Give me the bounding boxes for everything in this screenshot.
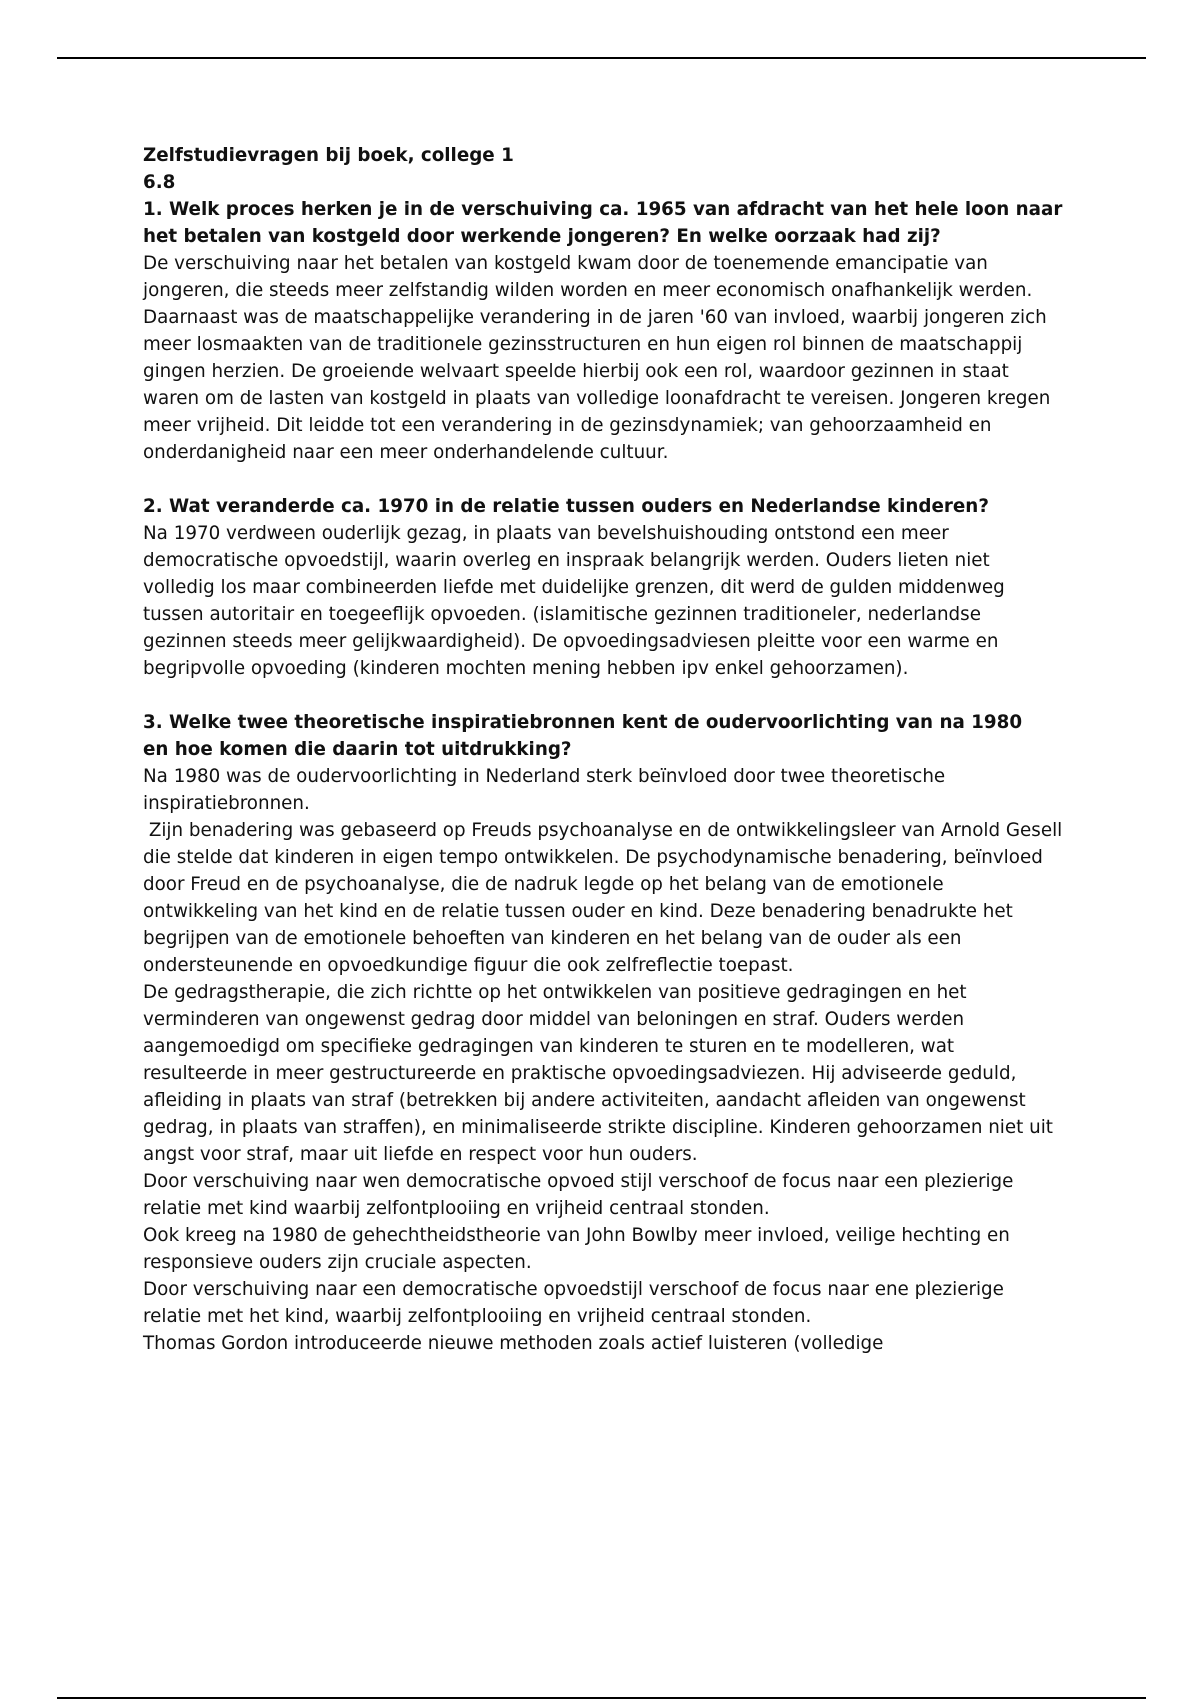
- answer-3-paragraph-4: Door verschuiving naar wen democratische opvoed stijl verschoof de focus naar een plezierige relatie met kind waarbij zelfontplooiing en vrijheid centraal stonden.: [143, 1171, 1014, 1219]
- footer-rule: [57, 1697, 1146, 1699]
- document-title: Zelfstudievragen bij boek, college 1: [143, 145, 514, 166]
- question-2: 2. Wat veranderde ca. 1970 in de relatie tussen ouders en Nederlandse kinderen?: [143, 496, 989, 517]
- answer-3-paragraph-1: Na 1980 was de oudervoorlichting in Nederland sterk beïnvloed door twee theoretische inspiratiebronnen.: [143, 766, 946, 814]
- answer-2: Na 1970 verdween ouderlijk gezag, in plaats van bevelshuishouding ontstond een meer democratische opvoedstijl, waarin overleg en inspraak belangrijk werden. Ouders lieten niet volledig los maar combineerden liefde met duidelijke grenzen, dit werd de gulden middenweg tussen autoritair en toegeeflijk opvoeden. (islamitische gezinnen traditioneler, nederlandse gezinnen steeds meer gelijkwaardigheid). De opvoedingsadviesen pleitte voor een warme en begripvolle opvoeding (kinderen mochten mening hebben ipv enkel gehoorzamen).: [143, 523, 1005, 679]
- answer-3-paragraph-7: Thomas Gordon introduceerde nieuwe methoden zoals actief luisteren (volledige: [143, 1333, 884, 1354]
- answer-3-paragraph-3: De gedragstherapie, die zich richtte op het ontwikkelen van positieve gedragingen en het verminderen van ongewenst gedrag door middel van beloningen en straf. Ouders werden aangemoedigd om specifieke gedragingen van kinderen te sturen en te modelleren, wat resulteerde in meer gestructureerde en praktische opvoedingsadviezen. Hij adviseerde geduld, afleiding in plaats van straf (betrekken bij andere activiteiten, aandacht afleiden van ongewenst gedrag, in plaats van straffen), en minimaliseerde strikte discipline. Kinderen gehoorzamen niet uit angst voor straf, maar uit liefde en respect voor hun ouders.: [143, 982, 1053, 1165]
- answer-3-paragraph-6: Door verschuiving naar een democratische opvoedstijl verschoof de focus naar ene plezierige relatie met het kind, waarbij zelfontplooiing en vrijheid centraal stonden.: [143, 1279, 1004, 1327]
- question-1-line-1: 1. Welk proces herken je in de verschuiving ca. 1965 van afdracht van het hele loon naar: [143, 199, 1063, 220]
- answer-3-paragraph-2: Zijn benadering was gebaseerd op Freuds psychoanalyse en de ontwikkelingsleer van Arnold Gesell die stelde dat kinderen in eigen tempo ontwikkelen. De psychodynamische benadering, beïnvloed door Freud en de psychoanalyse, die de nadruk legde op het belang van de emotionele ontwikkeling van het kind en de relatie tussen ouder en kind. Deze benadering benadrukte het begrijpen van de emotionele behoeften van kinderen en het belang van de ouder als een ondersteunende en opvoedkundige figuur die ook zelfreflectie toepast.: [143, 820, 1069, 976]
- answer-1: De verschuiving naar het betalen van kostgeld kwam door de toenemende emancipatie van jongeren, die steeds meer zelfstandig wilden worden en meer economisch onafhankelijk werden. Daarnaast was de maatschappelijke verandering in de jaren '60 van invloed, waarbij jongeren zich meer losmaakten van de traditionele gezinsstructuren en hun eigen rol binnen de maatschappij gingen herzien. De groeiende welvaart speelde hierbij ook een rol, waardoor gezinnen in staat waren om de lasten van kostgeld in plaats van volledige loonafdracht te vereisen. Jongeren kregen meer vrijheid. Dit leidde tot een verandering in de gezinsdynamiek; van gehoorzaamheid en onderdanigheid naar een meer onderhandelende cultuur.: [143, 253, 1051, 463]
- spacer: [143, 466, 1063, 493]
- question-3-line-1: 3. Welke twee theoretische inspiratiebronnen kent de oudervoorlichting van na 1980: [143, 712, 1023, 733]
- question-1-line-2: het betalen van kostgeld door werkende jongeren? En welke oorzaak had zij?: [143, 226, 941, 247]
- section-number: 6.8: [143, 172, 176, 193]
- spacer: [143, 682, 1063, 709]
- document-body: [143, 142, 1069, 1357]
- question-3-line-2: en hoe komen die daarin tot uitdrukking?: [143, 739, 572, 760]
- answer-3-paragraph-5: Ook kreeg na 1980 de gehechtheidstheorie van John Bowlby meer invloed, veilige hechting en responsieve ouders zijn cruciale aspecten.: [143, 1225, 1010, 1273]
- header-rule: [57, 57, 1146, 59]
